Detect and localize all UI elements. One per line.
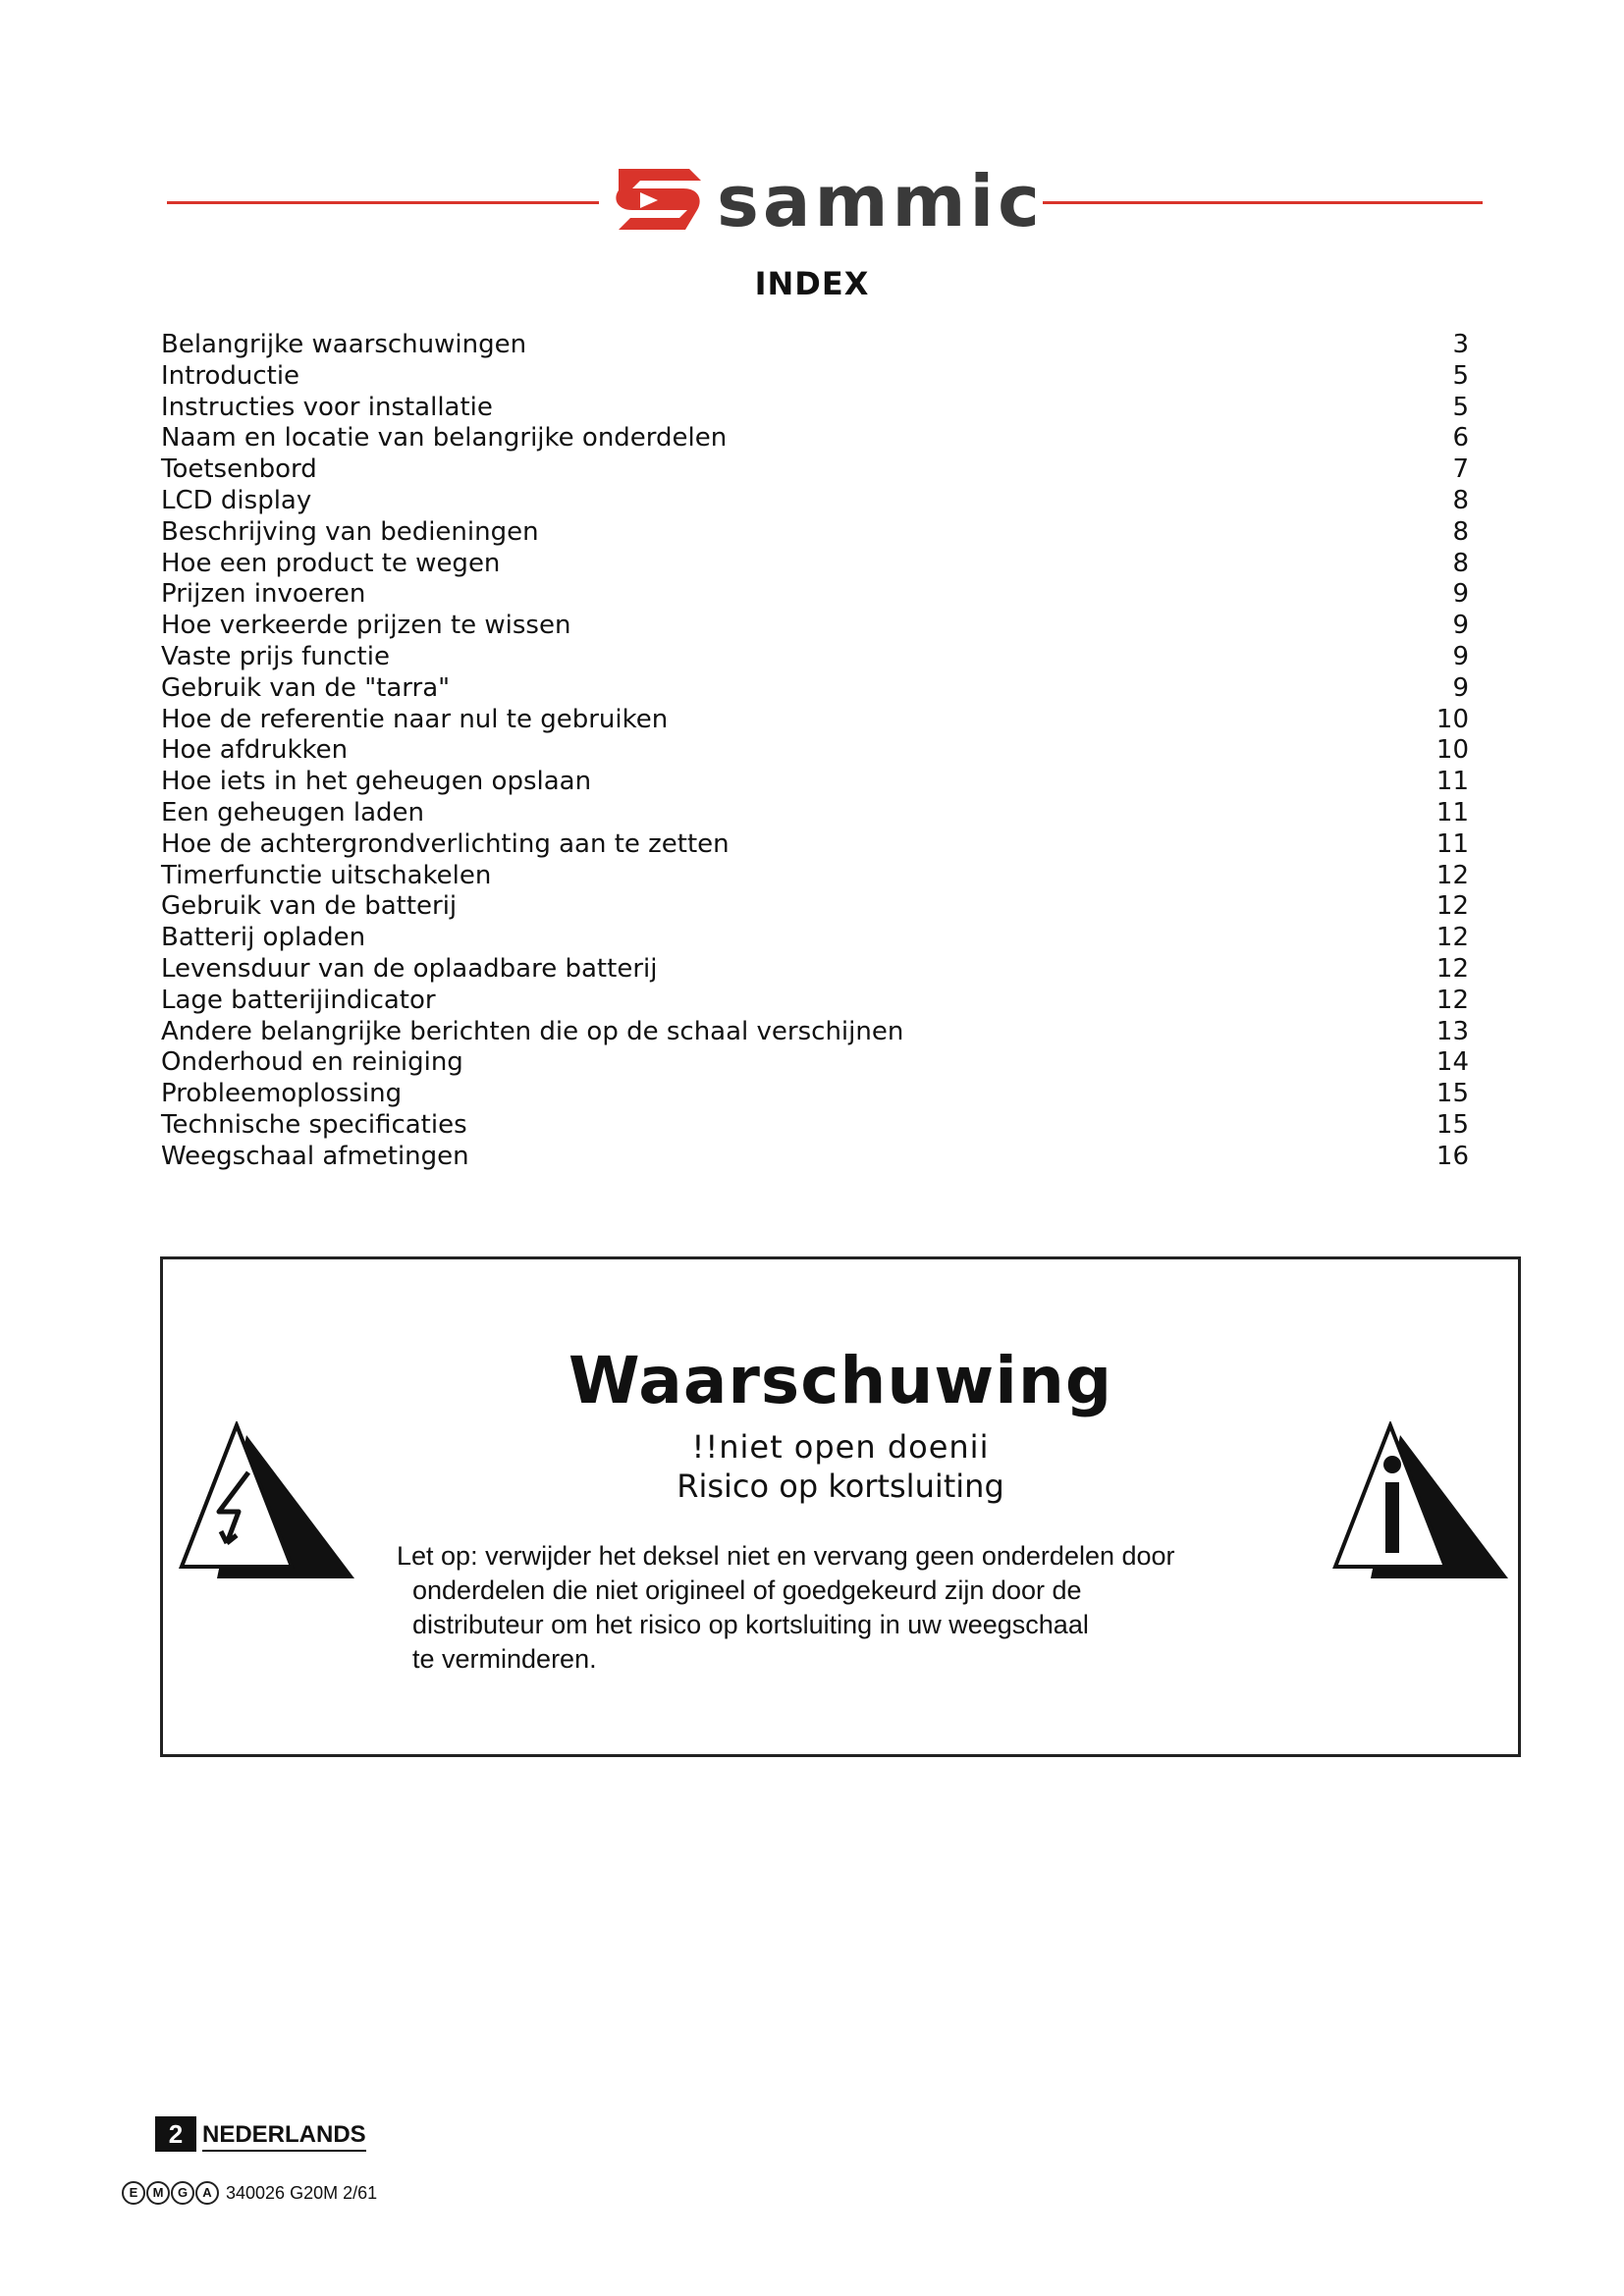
toc-row[interactable] [161, 1110, 1469, 1142]
toc-row[interactable] [161, 986, 1469, 1017]
toc-label: Beschrijving van bedieningen [161, 516, 539, 547]
toc-row[interactable] [161, 1079, 1469, 1110]
toc-page: 8 [1452, 548, 1469, 578]
toc-row[interactable] [161, 798, 1469, 829]
toc-row[interactable] [161, 454, 1469, 486]
header-rule-right [1043, 201, 1483, 204]
toc-label: Technische specificaties [161, 1109, 467, 1140]
toc-page: 16 [1435, 1141, 1469, 1171]
toc-page: 11 [1435, 797, 1469, 828]
toc-page: 6 [1452, 423, 1469, 454]
toc-page: 9 [1452, 641, 1469, 671]
toc-label: Hoe de achtergrondverlichting aan te zetten [161, 828, 730, 859]
page-language: NEDERLANDS [202, 2120, 366, 2152]
toc-label: Onderhoud en reiniging [161, 1047, 463, 1078]
toc-row[interactable] [161, 829, 1469, 861]
toc-row[interactable] [161, 611, 1469, 642]
toc-row[interactable] [161, 642, 1469, 673]
toc-label: Andere belangrijke berichten die op de schaal verschijnen [161, 1016, 904, 1046]
toc-page: 5 [1452, 392, 1469, 422]
toc-page: 9 [1452, 579, 1469, 610]
toc-row[interactable] [161, 954, 1469, 986]
toc-row[interactable] [161, 923, 1469, 954]
table-of-contents [161, 330, 1469, 1173]
toc-page: 9 [1452, 611, 1469, 641]
toc-label: Introductie [161, 360, 300, 391]
information-warning-icon [1331, 1421, 1518, 1592]
emga-letter: A [195, 2181, 219, 2205]
toc-page: 11 [1435, 828, 1469, 859]
toc-row[interactable] [161, 579, 1469, 611]
warning-body-line: distributeur om het risico op kortsluiting in uw weegschaal [412, 1610, 1089, 1639]
emga-letter: M [146, 2181, 170, 2205]
toc-label: Instructies voor installatie [161, 392, 493, 422]
toc-label: Hoe verkeerde prijzen te wissen [161, 611, 571, 641]
toc-label: Prijzen invoeren [161, 579, 366, 610]
toc-label: Timerfunctie uitschakelen [161, 860, 492, 890]
page-number: 2 [155, 2116, 196, 2152]
toc-page: 11 [1435, 767, 1469, 797]
toc-page: 13 [1435, 1016, 1469, 1046]
toc-page: 15 [1435, 1079, 1469, 1109]
brand-wordmark: sammic [717, 160, 1044, 242]
page-badge [155, 2116, 366, 2152]
toc-page: 15 [1435, 1109, 1469, 1140]
toc-row[interactable] [161, 393, 1469, 424]
toc-row[interactable] [161, 361, 1469, 393]
toc-label: Weegschaal afmetingen [161, 1141, 469, 1171]
toc-page: 8 [1452, 485, 1469, 515]
toc-label: Vaste prijs functie [161, 641, 390, 671]
toc-label: LCD display [161, 485, 312, 515]
toc-label: Lage batterijindicator [161, 985, 436, 1015]
toc-page: 12 [1435, 923, 1469, 953]
toc-label: Naam en locatie van belangrijke onderdelen [161, 423, 728, 454]
toc-label: Gebruik van de batterij [161, 891, 458, 922]
toc-page: 10 [1435, 704, 1469, 734]
toc-label: Hoe de referentie naar nul te gebruiken [161, 704, 669, 734]
toc-page: 12 [1435, 860, 1469, 890]
toc-label: Hoe iets in het geheugen opslaan [161, 767, 592, 797]
toc-page: 14 [1435, 1047, 1469, 1078]
warning-body-line: te verminderen. [412, 1644, 597, 1674]
emga-logo [122, 2181, 220, 2205]
warning-subtitle: !!niet open doenii [691, 1428, 990, 1466]
toc-page: 3 [1452, 330, 1469, 359]
toc-row[interactable] [161, 891, 1469, 923]
warning-title: Waarschuwing [568, 1343, 1113, 1418]
toc-page: 7 [1452, 454, 1469, 485]
document-code: 340026 G20M 2/61 [226, 2182, 378, 2203]
warning-body-line: onderdelen die niet origineel of goedgekeurd zijn door de [412, 1575, 1082, 1605]
toc-row[interactable] [161, 1017, 1469, 1048]
toc-label: Belangrijke waarschuwingen [161, 330, 527, 359]
toc-row[interactable] [161, 549, 1469, 580]
toc-page: 10 [1435, 735, 1469, 766]
toc-row[interactable] [161, 486, 1469, 517]
toc-row[interactable] [161, 1142, 1469, 1173]
document-reference [122, 2181, 377, 2205]
toc-page: 5 [1452, 360, 1469, 391]
warning-body-line: Let op: verwijder het deksel niet en vervang geen onderdelen door [397, 1541, 1175, 1571]
toc-label: Gebruik van de "tarra" [161, 672, 451, 703]
toc-label: Toetsenbord [161, 454, 317, 485]
warning-risk-text: Risico op kortsluiting [677, 1468, 1004, 1505]
sammic-logo [611, 157, 1043, 245]
toc-row[interactable] [161, 861, 1469, 892]
toc-row[interactable] [161, 767, 1469, 798]
toc-row[interactable] [161, 517, 1469, 549]
toc-page: 8 [1452, 516, 1469, 547]
toc-row[interactable] [161, 705, 1469, 736]
toc-label: Batterij opladen [161, 923, 366, 953]
toc-page: 12 [1435, 985, 1469, 1015]
emga-letter: G [171, 2181, 194, 2205]
toc-page: 9 [1452, 672, 1469, 703]
toc-row[interactable] [161, 423, 1469, 454]
toc-label: Probleemoplossing [161, 1079, 403, 1109]
header-rule-left [167, 201, 599, 204]
page-title: INDEX [754, 265, 870, 302]
toc-row[interactable] [161, 673, 1469, 705]
toc-page: 12 [1435, 953, 1469, 984]
emga-letter: E [122, 2181, 145, 2205]
toc-label: Een geheugen laden [161, 797, 424, 828]
toc-row[interactable] [161, 1047, 1469, 1079]
toc-row[interactable] [161, 735, 1469, 767]
toc-label: Hoe een product te wegen [161, 548, 501, 578]
sammic-logo-icon [611, 163, 705, 238]
toc-page: 12 [1435, 891, 1469, 922]
toc-label: Levensduur van de oplaadbare batterij [161, 953, 658, 984]
toc-row[interactable] [161, 330, 1469, 361]
warning-box [160, 1256, 1521, 1757]
toc-label: Hoe afdrukken [161, 735, 349, 766]
warning-body [397, 1539, 1280, 1677]
